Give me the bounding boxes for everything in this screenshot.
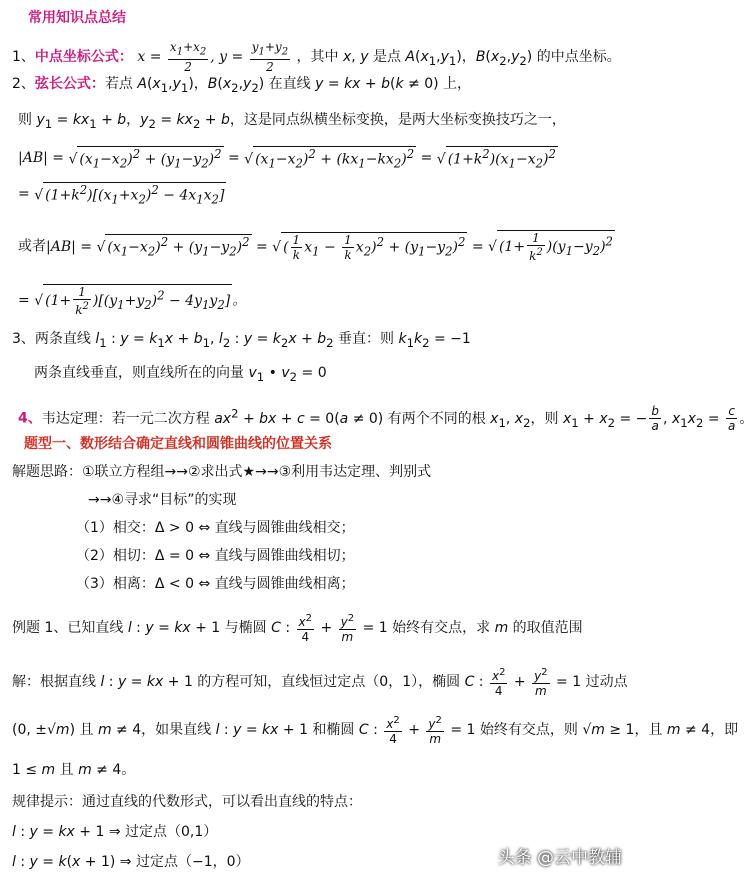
case-tangent: （2）相切：Δ = 0 ⇔ 直线与圆锥曲线相切； bbox=[76, 548, 355, 564]
section-2-line2: 则 $y_1 = kx_1 + b$，$y_2 = kx_2 + b$，这是同点纵横坐标变换，是两大坐标变换技巧之一， bbox=[18, 112, 566, 131]
section-1-formula: x = $\frac{x_1+x_2}{2}$ , y = $\frac{y_1+y_2}{2}$ bbox=[137, 40, 289, 75]
section-2-eq1: |AB| = √ $(x_1-x_2)^2 + (y_1-y_2)^2$ = √ $(x_1-x_2)^2 + (kx_1-kx_2)^2$ = √ $(1+k^2)(x_1-x_2)^2$ bbox=[18, 147, 556, 171]
section-4: 4、韦达定理：若一元二次方程 $ax^2$ + bx + c = 0(a ≠ 0) 有两个不同的根 $x_1$, $x_2$，则 $x_1 + x_2$ = − $\frac{b}{a}$ , $x_1x_2$ = $\frac{c}{a}$ 。 bbox=[18, 404, 753, 433]
approach-line2: →→④寻求“目标”的实现 bbox=[88, 492, 237, 508]
example-1: 例题 1、已知直线 l : y = kx + 1 与椭圆 C : $\frac{x^2}{4}$ + $\frac{y^2}{m}$ = 1 始终有交点，求 m 的取值范围 bbox=[12, 613, 583, 644]
watermark-text: 头条 @云中教辅 bbox=[497, 848, 622, 868]
case-separate: （3）相离：Δ < 0 ⇔ 直线与圆锥曲线相离； bbox=[76, 576, 355, 592]
section-1 bbox=[12, 40, 652, 74]
case-intersect: （1）相交：Δ > 0 ⇔ 直线与圆锥曲线相交； bbox=[76, 520, 355, 536]
solution-line2: (0, ±√m) 且 m ≠ 4，如果直线 l : y = kx + 1 和椭圆 C : $\frac{x^2}{4}$ + $\frac{y^2}{m}$ = 1 始终有交点，则 √m ≥ 1，且 m ≠ 4，即 bbox=[12, 715, 739, 746]
watermark bbox=[498, 843, 622, 868]
section-2-eq3: 或者|AB| = √ $(x_1-x_2)^2 + (y_1-y_2)^2$ = √ ( $\frac{1}{k}$ $x_1$ − $\frac{1}{k}$ $x_2)^2 + (y_1-y_2)^2$ = √ (1+ $\frac{1}{k^2}$ )$(y_1-y_2)^2$ bbox=[18, 231, 613, 263]
section-1-text: ，其中 x, y 是点 $A(x_1,y_1)$，$B(x_2,y_2)$ 的中点坐标。 bbox=[296, 49, 621, 68]
section-2-num: 2、 bbox=[12, 76, 35, 92]
section-2-eq2: = √ $(1+k^2)[(x_1+x_2)^2 - 4x_1x_2]$ bbox=[18, 183, 225, 207]
tips-line2: l : y = kx + 1 ⇒ 过定点（0,1） bbox=[12, 824, 218, 840]
section-2-eq4: = √ (1+ $\frac{1}{k^2}$ )$[(y_1+y_2)^2 - 4y_1y_2]$ 。 bbox=[18, 285, 247, 317]
section-3-line1: 3、两条直线 $l_1$ : $y = k_1x + b_1$, $l_2$ : $y = k_2x + b_2$ 垂直：则 $k_1k_2 = -1$ bbox=[12, 331, 471, 350]
section-3-line2: 两条直线垂直，则直线所在的向量 $v_1$ • $v_2 = 0$ bbox=[34, 365, 327, 384]
page-title: 常用知识点总结 bbox=[28, 10, 126, 26]
section-4-num: 4、 bbox=[18, 410, 42, 427]
solution-line1: 解：根据直线 l : y = kx + 1 的方程可知，直线恒过定点（0，1），椭圆 C : $\frac{x^2}{4}$ + $\frac{y^2}{m}$ = 1 过动点 bbox=[12, 667, 628, 698]
section-2-text: 若点 $A(x_1,y_1)$，$B(x_2,y_2)$ 在直线 y = kx + b(k ≠ 0) 上， bbox=[104, 76, 472, 95]
section-1-label: 中点坐标公式： bbox=[34, 49, 133, 66]
section-2-label: 弦长公式： bbox=[34, 76, 105, 92]
approach-line1: 解题思路：①联立方程组→→②求出式★→→③利用韦达定理、判别式 bbox=[12, 464, 432, 480]
section-1-num: 1、 bbox=[12, 49, 35, 66]
tips-line3: l : y = k(x + 1) ⇒ 过定点（−1，0） bbox=[12, 854, 250, 870]
topic-heading: 题型一、数形结合确定直线和圆锥曲线的位置关系 bbox=[24, 436, 332, 452]
section-2-header bbox=[12, 76, 652, 95]
tips-line1: 规律提示：通过直线的代数形式，可以看出直线的特点： bbox=[12, 794, 362, 810]
solution-line3: 1 ≤ m 且 m ≠ 4。 bbox=[12, 762, 136, 778]
